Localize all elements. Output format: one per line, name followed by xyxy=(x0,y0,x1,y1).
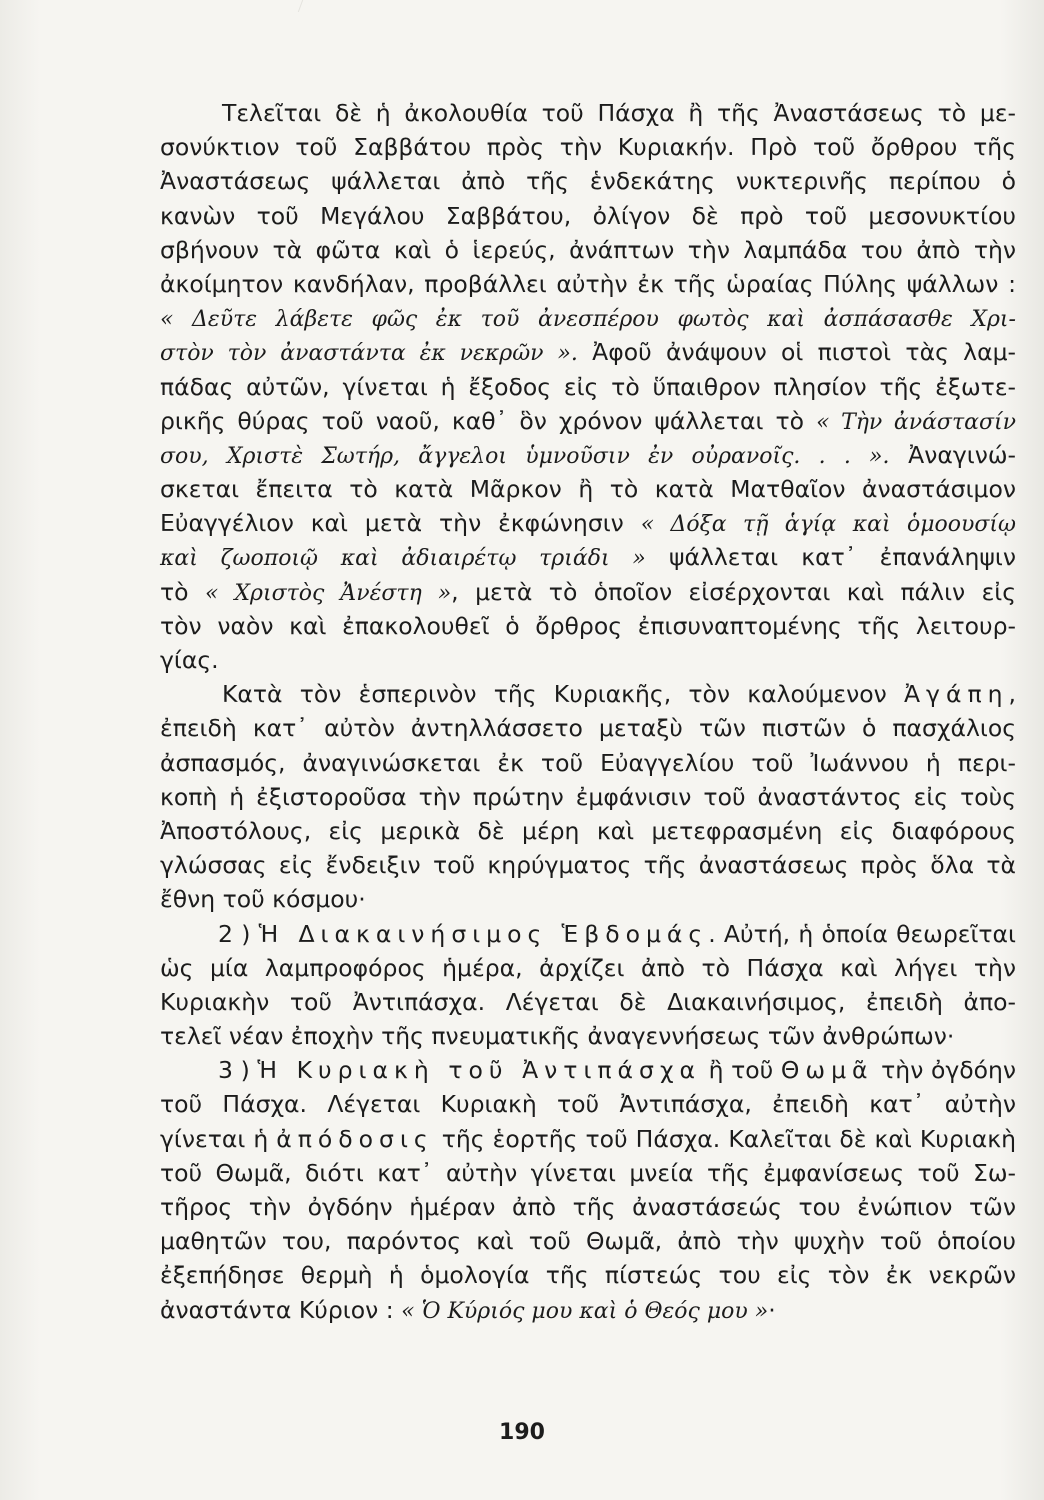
text-line: τελεῖ νέαν ἐποχὴν τῆς πνευματικῆς ἀναγεννήσεως τῶν ἀνθρώπων· xyxy=(160,1022,955,1051)
text-line: κοπὴ ἡ ἐξιστοροῦσα τὴν πρώτην ἐμφάνισιν τοῦ ἀναστάντος εἰς τοὺς xyxy=(160,782,1016,811)
text-line: γλώσσας εἰς ἔνδειξιν τοῦ κηρύγματος τῆς ἀναστάσεως πρὸς ὅλα τὰ xyxy=(160,851,1016,880)
text-line: Ἀποστόλους, εἰς μερικὰ δὲ μέρη καὶ μετεφρασμένη εἰς διαφόρους xyxy=(160,816,1016,845)
text-line: σκεται ἔπειτα τὸ κατὰ Μᾶρκον ἢ τὸ κατὰ Ματθαῖον ἀναστάσιμον xyxy=(160,475,1016,504)
body-text xyxy=(160,96,1016,1327)
text-line: σβήνουν τὰ φῶτα καὶ ὁ ἱερεύς, ἀνάπτων τὴν λαμπάδα του ἀπὸ τὴν xyxy=(160,235,1016,264)
text-line: ὡς μία λαμπροφόρος ἡμέρα, ἀρχίζει ἀπὸ τὸ Πάσχα καὶ λήγει τὴν xyxy=(160,953,1016,982)
text-line: σονύκτιον τοῦ Σαββάτου πρὸς τὴν Κυριακήν. Πρὸ τοῦ ὄρθρου τῆς xyxy=(160,133,1016,162)
text-line: τοῦ Θωμᾶ, διότι κατ᾽ αὐτὴν γίνεται μνεία τῆς ἐμφανίσεως τοῦ Σω- xyxy=(160,1158,1016,1187)
text-line: « Δεῦτε λάβετε φῶς ἐκ τοῦ ἀνεσπέρου φωτὸς καὶ ἀσπάσασθε Χρι- xyxy=(160,307,1016,333)
text-line: τῆρος τὴν ὀγδόην ἡμέραν ἀπὸ τῆς ἀναστάσεώς του ἐνώπιον τῶν xyxy=(160,1193,1016,1221)
text-line: μαθητῶν του, παρόντος καὶ τοῦ Θωμᾶ, ἀπὸ τὴν ψυχὴν τοῦ ὁποίου xyxy=(160,1227,1016,1256)
text-line: καὶ ζωοποιῷ καὶ ἀδιαιρέτῳ τριάδι » ψάλλεται κατ᾽ ἐπανάληψιν xyxy=(160,543,1017,572)
text-line: γίνεται ἡ ἀπόδοσις τῆς ἑορτῆς τοῦ Πάσχα. Καλεῖται δὲ καὶ Κυριακὴ xyxy=(160,1124,1016,1153)
page-number: 190 xyxy=(499,1420,545,1445)
text-line: στὸν τὸν ἀναστάντα ἐκ νεκρῶν ». Ἀφοῦ ἀνάψουν οἱ πιστοὶ τὰς λαμ- xyxy=(160,338,1016,367)
text-line: Τελεῖται δὲ ἡ ἀκολουθία τοῦ Πάσχα ἢ τῆς Ἀναστάσεως τὸ με- xyxy=(222,99,1016,127)
text-line: ρικῆς θύρας τοῦ ναοῦ, καθ᾽ ὃν χρόνον ψάλλεται τὸ « Τὴν ἀνάστασίν xyxy=(160,406,1016,435)
text-line: Ἀναστάσεως ψάλλεται ἀπὸ τῆς ἑνδεκάτης νυκτερινῆς περίπου ὁ xyxy=(160,167,1016,196)
text-line: τὸ « Χριστὸς Ἀνέστη », μετὰ τὸ ὁποῖον εἰσέρχονται καὶ πάλιν εἰς xyxy=(160,577,1017,606)
text-line: τὸν ναὸν καὶ ἐπακολουθεῖ ὁ ὄρθρος ἐπισυναπτομένης τῆς λειτουρ- xyxy=(160,611,1016,640)
text-line: 2 ) Ἡ Διακαινήσιμος Ἑβδομάς. Αὐτή, ἡ ὁποία θεωρεῖται xyxy=(218,919,1016,948)
text-line: τοῦ Πάσχα. Λέγεται Κυριακὴ τοῦ Ἀντιπάσχα, ἐπειδὴ κατ᾽ αὐτὴν xyxy=(160,1090,1016,1119)
text-line: ἀσπασμός, ἀναγινώσκεται ἐκ τοῦ Εὐαγγελίου τοῦ Ἰωάννου ἡ περι- xyxy=(160,748,1016,777)
text-line: ἔθνη τοῦ κόσμου· xyxy=(160,885,366,914)
text-line: γίας. xyxy=(160,646,219,674)
scan-artifact xyxy=(298,0,333,12)
text-line: ἀκοίμητον κανδήλαν, προβάλλει αὐτὴν ἐκ τῆς ὡραίας Πύλης ψάλλων : xyxy=(160,269,1016,298)
text-line: σου, Χριστὲ Σωτήρ, ἄγγελοι ὑμνοῦσιν ἐν οὐρανοῖς. . . ». Ἀναγινώ- xyxy=(160,440,1017,469)
text-line: ἐπειδὴ κατ᾽ αὐτὸν ἀντηλλάσσετο μεταξὺ τῶν πιστῶν ὁ πασχάλιος xyxy=(160,714,1016,743)
text-line: Κατὰ τὸν ἑσπερινὸν τῆς Κυριακῆς, τὸν καλούμενον Ἀγάπη, xyxy=(222,680,1016,709)
text-line: 3 ) Ἡ Κυριακὴ τοῦ Ἀντιπάσχα ἢ τοῦ Θωμᾶ τὴν ὀγδόην xyxy=(218,1056,1017,1085)
text-line: Εὐαγγέλιον καὶ μετὰ τὴν ἐκφώνησιν « Δόξα τῇ ἁγίᾳ καὶ ὁμοουσίῳ xyxy=(160,509,1016,538)
text-line: κανὼν τοῦ Μεγάλου Σαββάτου, ὀλίγον δὲ πρὸ τοῦ μεσονυκτίου xyxy=(160,201,1016,230)
text-line: ἀναστάντα Κύριον : « Ὁ Κύριός μου καὶ ὁ Θεός μου »· xyxy=(160,1295,776,1324)
text-line: πάδας αὐτῶν, γίνεται ἡ ἔξοδος εἰς τὸ ὕπαιθρον πλησίον τῆς ἐξωτε- xyxy=(160,372,1016,401)
text-line: ἐξεπήδησε θερμὴ ἡ ὁμολογία τῆς πίστεώς του εἰς τὸν ἐκ νεκρῶν xyxy=(160,1261,1016,1290)
text-line: Κυριακὴν τοῦ Ἀντιπάσχα. Λέγεται δὲ Διακαινήσιμος, ἐπειδὴ ἀπο- xyxy=(160,987,1016,1016)
